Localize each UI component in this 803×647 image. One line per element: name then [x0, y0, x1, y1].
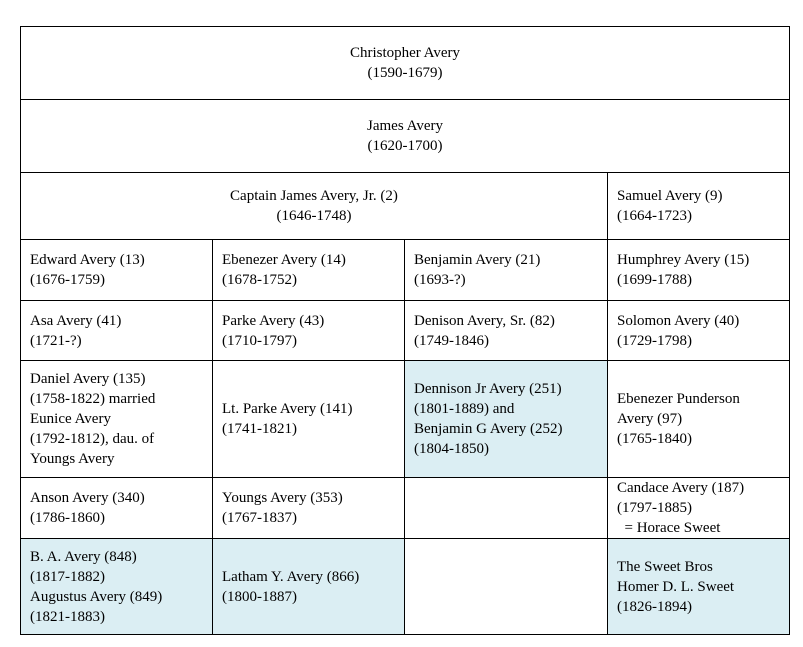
cell-line: (1800-1887) — [222, 588, 297, 605]
cell-line: (1821-1883) — [30, 608, 105, 625]
gen3-cell-samuel — [608, 173, 790, 240]
generation-3-row — [21, 173, 790, 240]
cell-line: (1729-1798) — [617, 332, 692, 349]
gen2-name: James Avery — [367, 118, 443, 134]
table-cell — [21, 361, 213, 478]
cell-line: (1765-1840) — [617, 431, 692, 447]
table-cell — [405, 301, 608, 361]
cell-line: Denison Avery, Sr. (82) — [414, 312, 555, 329]
cell-line: (1693-?) — [414, 272, 466, 288]
cell-line: (1699-1788) — [617, 272, 692, 288]
table-cell — [213, 478, 405, 539]
cell-line: Augustus Avery (849) — [30, 588, 163, 605]
cell-line: Benjamin Avery (21) — [414, 252, 541, 268]
cell-line: = Horace Sweet — [617, 520, 721, 536]
gen3-dates: (1646-1748) — [276, 208, 352, 224]
gen2-cell — [21, 100, 790, 173]
table-row — [21, 240, 790, 301]
cell-line: (1767-1837) — [222, 510, 297, 526]
gen3-cell-james-jr — [21, 173, 608, 240]
generation-2-row — [21, 100, 790, 173]
table-cell — [213, 240, 405, 301]
table-row — [21, 301, 790, 361]
gen3-name: Captain James Avery, Jr. (2) — [230, 188, 398, 204]
table-cell — [608, 361, 790, 478]
table-cell — [21, 240, 213, 301]
cell-line: (1804-1850) — [414, 441, 489, 457]
cell-line: Candace Avery (187) — [617, 480, 745, 496]
cell-line: Ebenezer Avery (14) — [222, 252, 346, 268]
cell-line: (1786-1860) — [30, 510, 105, 526]
cell-line: Homer D. L. Sweet — [617, 578, 735, 595]
cell-line: (1792-1812), dau. of — [30, 431, 155, 447]
cell-line: (1797-1885) — [617, 500, 692, 516]
cell-line: B. A. Avery (848) — [30, 548, 137, 565]
gen3-name: Samuel Avery (9) — [617, 188, 723, 204]
cell-line: Avery (97) — [617, 411, 683, 427]
cell-line: Solomon Avery (40) — [617, 312, 740, 329]
table-cell — [21, 478, 213, 539]
table-cell — [213, 361, 405, 478]
table-row — [21, 478, 790, 539]
gen1-cell — [21, 27, 790, 100]
cell-line: (1801-1889) and — [414, 401, 515, 417]
table-row — [21, 539, 790, 635]
cell-line: Benjamin G Avery (252) — [414, 421, 563, 437]
cell-line: Eunice Avery — [30, 411, 111, 427]
cell-line: (1710-1797) — [222, 332, 297, 349]
table-cell-highlighted — [608, 539, 790, 635]
cell-line: (1721-?) — [30, 332, 82, 349]
table-cell — [608, 301, 790, 361]
gen3-dates: (1664-1723) — [617, 208, 692, 224]
cell-line: (1749-1846) — [414, 332, 489, 349]
family-tree-table — [20, 26, 790, 635]
cell-line: (1676-1759) — [30, 272, 105, 288]
table-cell — [21, 301, 213, 361]
table-cell-empty — [405, 478, 608, 539]
cell-line: Daniel Avery (135) — [30, 371, 146, 387]
cell-line: Humphrey Avery (15) — [617, 252, 750, 268]
cell-line: Latham Y. Avery (866) — [222, 568, 360, 585]
cell-line: Dennison Jr Avery (251) — [414, 381, 562, 397]
cell-line: Ebenezer Punderson — [617, 391, 740, 407]
cell-line: Parke Avery (43) — [222, 312, 325, 329]
cell-line: (1758-1822) married — [30, 391, 156, 407]
table-cell-highlighted — [405, 361, 608, 478]
cell-line: The Sweet Bros — [617, 558, 713, 575]
generation-1-row — [21, 27, 790, 100]
gen1-dates: (1590-1679) — [367, 65, 443, 81]
cell-line: Youngs Avery (353) — [222, 490, 343, 506]
cell-line: Youngs Avery — [30, 451, 115, 467]
table-cell — [608, 240, 790, 301]
cell-line: Edward Avery (13) — [30, 252, 145, 268]
cell-line: (1817-1882) — [30, 568, 105, 585]
gen2-dates: (1620-1700) — [367, 138, 443, 154]
table-cell — [608, 478, 790, 539]
cell-line: (1826-1894) — [617, 598, 692, 615]
cell-line: (1741-1821) — [222, 421, 297, 437]
table-cell — [405, 240, 608, 301]
cell-line: Anson Avery (340) — [30, 490, 145, 506]
cell-line: Asa Avery (41) — [30, 312, 122, 329]
table-cell-empty — [405, 539, 608, 635]
cell-line: (1678-1752) — [222, 272, 297, 288]
table-row — [21, 361, 790, 478]
cell-line: Lt. Parke Avery (141) — [222, 401, 353, 417]
table-cell-highlighted — [21, 539, 213, 635]
table-cell — [213, 301, 405, 361]
table-cell-highlighted — [213, 539, 405, 635]
gen1-name: Christopher Avery — [349, 45, 461, 61]
